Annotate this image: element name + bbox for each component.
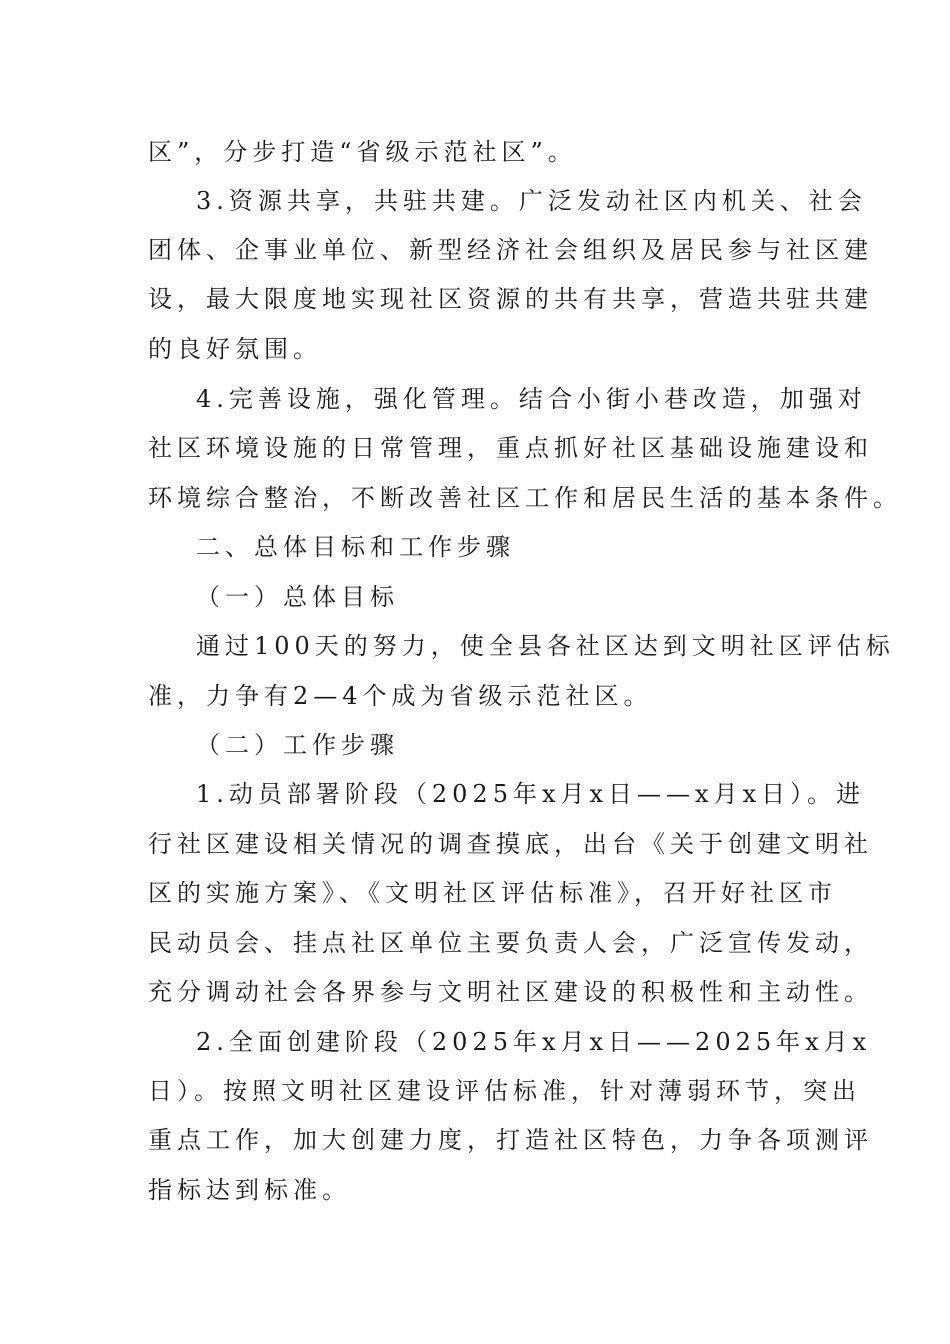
subsection-heading: （二）工作步骤	[196, 731, 399, 759]
text-line: 日）。按照文明社区建设评估标准，针对薄弱环节，突出	[148, 1077, 861, 1105]
text-line: 1.动员部署阶段（2025年x月x日——x月x日）。进	[196, 780, 866, 808]
text-line: 的良好氛围。	[148, 335, 322, 363]
text-line: 充分调动社会各界参与文明社区建设的积极性和主动性。	[148, 978, 873, 1006]
text-line: 团体、企事业单位、新型经济社会组织及居民参与社区建	[148, 236, 873, 264]
text-line: 指标达到标准。	[148, 1176, 351, 1204]
text-line: 4.完善设施，强化管理。结合小街小巷改造，加强对	[196, 385, 867, 413]
text-line: 设，最大限度地实现社区资源的共有共享，营造共驻共建	[148, 285, 873, 313]
subsection-heading: （一）总体目标	[196, 583, 399, 611]
text-line: 准，力争有2—4个成为省级示范社区。	[148, 682, 653, 710]
text-line: 民动员会、挂点社区单位主要负责人会，广泛宣传发动，	[148, 929, 873, 957]
text-line: 重点工作，加大创建力度，打造社区特色，力争各项测评	[148, 1126, 873, 1154]
text-line: 通过100天的努力，使全县各社区达到文明社区评估标	[196, 632, 895, 660]
text-line: 3.资源共享，共驻共建。广泛发动社区内机关、社会	[196, 187, 867, 215]
text-line: 行社区建设相关情况的调查摸底，出台《关于创建文明社	[148, 830, 873, 858]
text-line: 2.全面创建阶段（2025年x月x日——2025年x月x	[196, 1028, 872, 1056]
text-line: 区”，分步打造“省级示范社区”。	[148, 138, 577, 166]
section-heading: 二、总体目标和工作步骤	[196, 533, 515, 561]
text-line: 环境综合整治，不断改善社区工作和居民生活的基本条件。	[148, 484, 902, 512]
text-line: 区的实施方案》、《文明社区评估标准》，召开好社区市	[148, 879, 837, 907]
text-line: 社区环境设施的日常管理，重点抓好社区基础设施建设和	[148, 434, 873, 462]
